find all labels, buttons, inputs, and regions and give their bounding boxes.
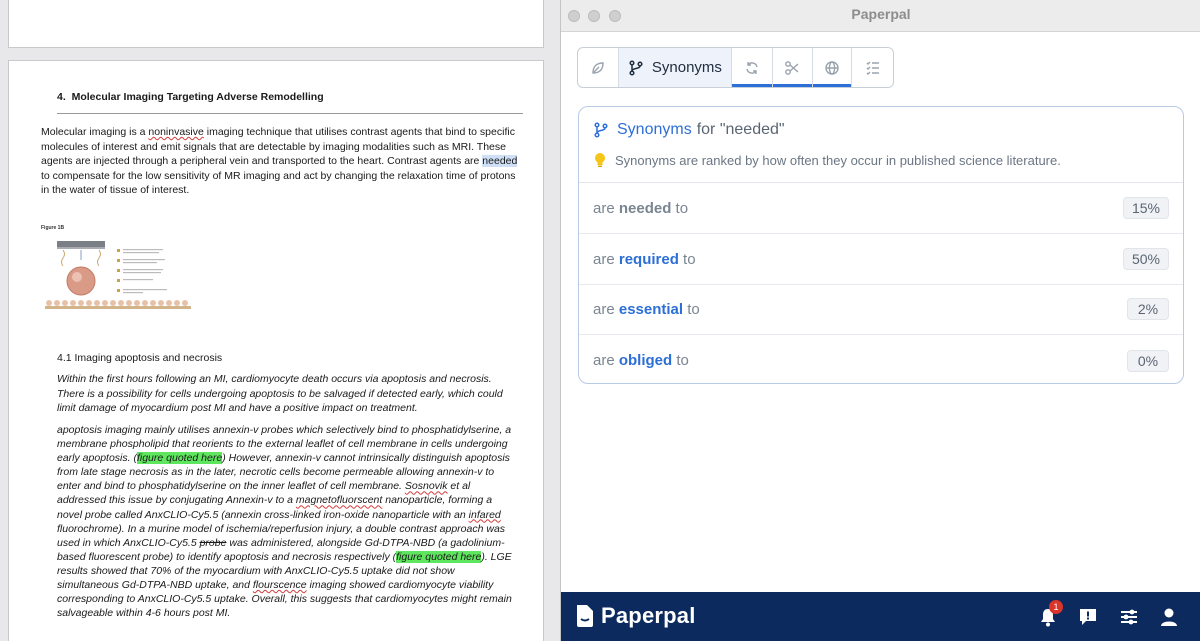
card-header — [593, 121, 785, 139]
card-title: Synonyms — [617, 121, 692, 138]
paperpal-logo[interactable] — [575, 603, 696, 629]
card-title-query: for "needed" — [696, 121, 785, 138]
paragraph-1[interactable]: Molecular imaging is a noninvasive imaging technique that utilises contrast agents that bind to specific molecules of interest and emit signals that are detectable by imaging modalities such as MRI. These agents are injected through a peripheral vein and transported to the heart. Contrast agents are needed to compensate for the low sensitivity of MR imaging and act by changing the relaxation time of protons in the water of tissue of interest. — [41, 126, 518, 197]
tab-trim[interactable] — [773, 48, 813, 87]
synonym-row[interactable] — [579, 183, 1183, 234]
user-icon — [1160, 607, 1178, 627]
sliders-icon — [1119, 607, 1139, 627]
branch-icon — [628, 60, 644, 76]
synonym-word: obliged — [618, 352, 673, 369]
tab-checklist[interactable] — [852, 48, 893, 87]
previous-page — [8, 0, 544, 48]
leaf-icon — [590, 60, 606, 76]
brand-name: Paperpal — [601, 603, 696, 628]
highlight-figure-quoted: figure quoted here — [396, 550, 482, 563]
spelling-error[interactable]: noninvasive — [148, 126, 204, 138]
tab-synonyms[interactable] — [619, 48, 732, 87]
tool-tabbar — [577, 47, 894, 88]
spelling-error[interactable]: flourscence — [252, 579, 307, 592]
lightbulb-icon — [593, 152, 607, 168]
highlight-figure-quoted: figure quoted here — [136, 452, 223, 465]
paragraph-3[interactable]: apoptosis imaging mainly utilises annexin-v probes which selectively bind to phosphatidylserine, a membrane phospholipid that reorients to the external leaflet of cell membrane in cells undergoing early apoptosis. (figure quoted here) However, annexin-v cannot intrinsically distinguish apoptosis from late stage necrosis as in the later, necrotic cells become permeable allowing annexin-v to enter and bind to phosphatidylserine on the inner leaflet of cell membrane. Sosnovik et al addressed this issue by conjugating Annexin-v to a magnetofluorscent nanoparticle, forming a novel probe called AnxCLIO-Cy5.5 (annexin cross-linked iron-oxide nanoparticle with an infared fluorochrome). In a murine model of ischemia/reperfusion injury, a double contrast approach was used in which AnxCLIO-Cy5.5 probe was administered, alongside Gd-DTPA-NBD (a gadolinium-based fluorescent probe) to identify apoptosis and necrosis respectively (figure quoted here). LGE results showed that 70% of the myocardium with AnxCLIO-Cy5.5 uptake did not show simultaneous Gd-DTPA-NBD uptake, and flourscence imaging showed cardiomyocyte viability corresponding to AnxCLIO-Cy5.5 uptake. Overall, this suggests that cardiomyocytes might remain salvageable within 4-6 hours post MI. — [57, 424, 512, 620]
refresh-icon — [744, 60, 760, 76]
synonym-phrase: are required to — [593, 250, 696, 268]
scissors-icon — [784, 60, 800, 76]
synonym-row[interactable] — [579, 234, 1183, 285]
document-area — [0, 0, 560, 641]
synonym-phrase: are obliged to — [593, 352, 689, 369]
branch-icon — [593, 122, 609, 138]
tab-synonyms-label: Synonyms — [651, 59, 722, 76]
frequency-badge: 0% — [1127, 350, 1169, 372]
paperpal-window — [560, 0, 1200, 641]
struck-word: probe — [199, 536, 227, 549]
synonym-word: needed — [618, 199, 672, 217]
tab-paraphrase[interactable] — [732, 48, 773, 87]
spelling-error[interactable]: infared — [468, 508, 501, 521]
subheading: 4.1 Imaging apoptosis and necrosis — [57, 352, 223, 364]
spelling-error[interactable]: Sosnovik — [404, 480, 448, 493]
figure-image — [43, 237, 193, 321]
globe-icon — [824, 60, 840, 76]
paragraph-2[interactable]: Within the first hours following an MI, cardiomyocyte death occurs via apoptosis and necrosis. There is a possibility for cells undergoing apoptosis to be salvaged if detected early, which could limit damage of myocardium post MI and have a positive impact on treatment. — [57, 373, 503, 415]
synonym-word: essential — [618, 300, 684, 318]
preferences-button[interactable] — [1118, 606, 1140, 628]
checklist-icon — [865, 60, 881, 76]
document-page[interactable] — [8, 60, 544, 641]
synonym-phrase: are essential to — [593, 300, 700, 318]
frequency-badge: 50% — [1123, 248, 1169, 270]
heading-rule — [57, 113, 523, 114]
window-title: Paperpal — [851, 6, 911, 22]
synonym-word: required — [618, 250, 679, 268]
card-tip — [593, 152, 1061, 168]
frequency-badge: 15% — [1123, 197, 1169, 219]
section-heading: 4. Molecular Imaging Targeting Adverse Remodelling — [57, 91, 324, 103]
feedback-button[interactable] — [1077, 606, 1099, 628]
paperpal-logo-icon — [575, 603, 595, 629]
tab-translate[interactable] — [813, 48, 853, 87]
window-titlebar — [561, 0, 1200, 32]
account-button[interactable] — [1158, 606, 1180, 628]
synonym-row[interactable] — [579, 284, 1183, 335]
feedback-icon — [1078, 607, 1098, 627]
synonyms-card — [578, 106, 1184, 384]
frequency-badge: 2% — [1127, 298, 1169, 320]
bottom-bar — [561, 592, 1200, 641]
selected-word[interactable]: needed — [482, 155, 518, 168]
synonym-phrase: are needed to — [593, 199, 689, 217]
synonym-row[interactable] — [579, 335, 1183, 384]
notification-badge: 1 — [1049, 600, 1063, 614]
tip-text: Synonyms are ranked by how often they occur in published science literature. — [615, 152, 1061, 168]
figure-label: Figure 1B — [41, 225, 65, 231]
tab-rewrite[interactable] — [578, 48, 619, 87]
notifications-button[interactable] — [1037, 602, 1059, 628]
spelling-error[interactable]: magnetofluorscent — [295, 494, 383, 507]
